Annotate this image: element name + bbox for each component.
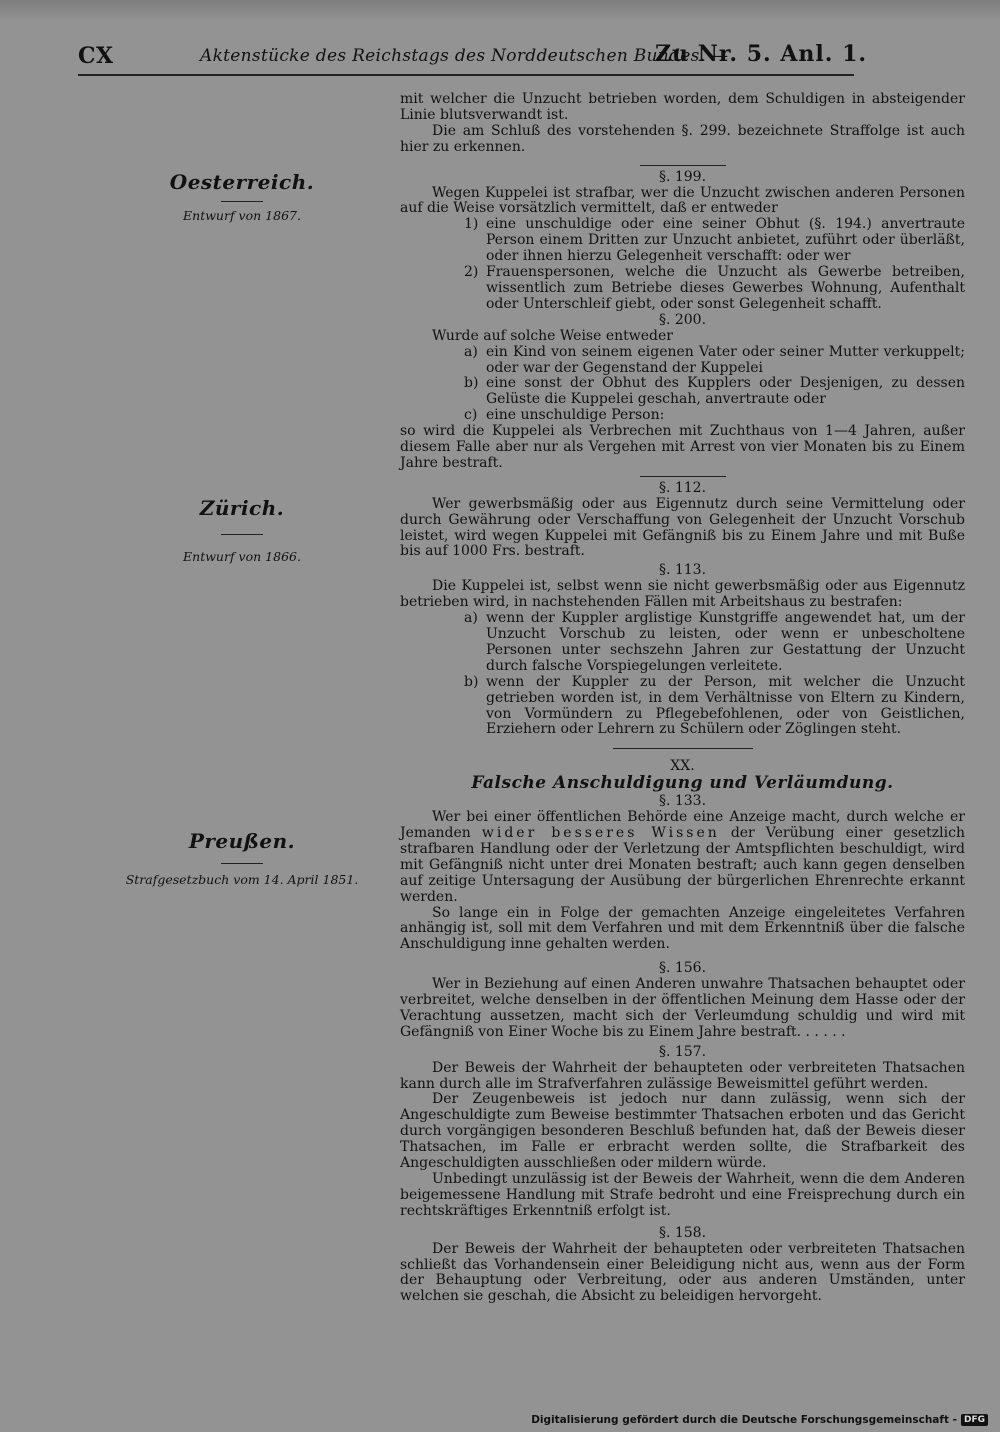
- item-label: a): [464, 343, 478, 360]
- scan-edge: [0, 0, 1000, 22]
- text-run: Wer bei einer öffentlichen Behörde eine Anzeige macht, durch welche er Jemanden: [400, 809, 965, 841]
- sidebar-oesterreich: [92, 170, 392, 223]
- list-item: [400, 675, 965, 739]
- section-heading: §. 112.: [658, 479, 707, 496]
- divider: [221, 534, 263, 535]
- item-label: 2): [464, 264, 479, 281]
- sidebar-title: Zürich.: [199, 496, 285, 520]
- item-text: wenn der Kuppler arglistige Kunstgriffe angewendet hat, um der Unzucht Vorschub zu leisten, oder wenn er unbescholtene Personen unter sechszehn Jahren zur Gestattung der Unzucht durch falsche Vorspiegelungen verleitete.: [486, 610, 965, 674]
- sidebar-zuerich: [92, 496, 392, 564]
- divider: [221, 863, 263, 864]
- dfg-logo: DFG: [961, 1414, 988, 1426]
- paragraph: [400, 810, 965, 905]
- item-text: eine unschuldige Person:: [486, 407, 665, 424]
- section-heading: §. 133.: [658, 793, 707, 810]
- divider: [221, 201, 263, 202]
- paragraph: Wer gewerbsmäßig oder aus Eigennutz durch seine Vermittelung oder durch Gewährung oder Verschaffung von Gelegenheit der Unzucht Vorschub leistet, wird wegen Kuppelei mit Gefängniß bis zu Einem Jahre und mit Buße bis auf 1000 Frs. bestraft.: [400, 495, 965, 560]
- credit-text: Digitalisierung gefördert durch die Deutsche Forschungsgemeinschaft -: [531, 1414, 957, 1426]
- sidebar-subtitle: Entwurf von 1866.: [183, 549, 301, 564]
- chapter-number: XX.: [670, 758, 695, 775]
- section-rule: [640, 165, 726, 166]
- item-label: a): [464, 610, 478, 627]
- page-number: CX: [78, 43, 114, 69]
- paragraph: Der Beweis der Wahrheit der behaupteten oder verbreiteten Thatsachen schließt das Vorhandensein einer Beleidigung nicht aus, wenn aus der Form der Behauptung oder Verbreitung, oder aus anderen Umständen, unter welchen sie geschah, die Absicht zu beleidigen hervorgeht.: [400, 1240, 965, 1305]
- main-column: [400, 92, 965, 1305]
- paragraph: so wird die Kuppelei als Verbrechen mit Zuchthaus von 1—4 Jahren, außer diesem Falle aber nur als Vergehen mit Arrest von vier Monaten bis zu Einem Jahre bestraft.: [400, 423, 965, 471]
- list-item: [400, 376, 965, 408]
- item-text: wenn der Kuppler zu der Person, mit welcher die Unzucht getrieben worden ist, in dem Verhältnisse von Eltern zu Kindern, von Vormündern zu Pflegebefohlenen, oder von Geistlichen, Erziehern oder Lehrern zu Schülern oder Zöglingen steht.: [486, 673, 965, 738]
- sidebar-subtitle: Entwurf von 1867.: [183, 208, 301, 223]
- item-label: c): [464, 407, 478, 424]
- document-reference: Zu Nr. 5. Anl. 1.: [655, 41, 868, 67]
- text-run: der Verübung einer gesetzlich strafbaren Handlung oder der Verletzung der Amtspflichten beschuldigt, wird mit Gefängniß nicht unter drei Monaten bestraft; auch kann gegen denselben auf zeitige Untersagung der Ausübung der bürgerlichen Ehrenrechte erkannt werden.: [400, 824, 965, 905]
- paragraph: Unbedingt unzulässig ist der Beweis der Wahrheit, wenn die dem Anderen beigemessene Handlung mit Strafe bedroht und eine Freisprechung durch ein rechtskräftiges Erkenntniß erfolgt ist.: [400, 1171, 965, 1219]
- section-rule: [640, 476, 726, 477]
- list-item: [400, 217, 965, 265]
- paragraph: Wurde auf solche Weise entweder: [432, 327, 673, 344]
- item-label: 1): [464, 216, 479, 233]
- chapter-title: Falsche Anschuldigung und Verläumdung.: [471, 773, 894, 794]
- paragraph: Die Kuppelei ist, selbst wenn sie nicht gewerbsmäßig oder aus Eigennutz betrieben wird, in nachstehenden Fällen mit Arbeitshaus zu bestrafen:: [400, 578, 965, 611]
- item-label: b): [464, 375, 479, 392]
- sidebar-title: Oesterreich.: [169, 170, 315, 194]
- paragraph: mit welcher die Unzucht betrieben worden, dem Schuldigen in absteigender Linie blutsverwandt ist.: [400, 91, 965, 123]
- item-text: eine sonst der Obhut des Kupplers oder Desjenigen, zu dessen Gelüste die Kuppelei geschah, anvertraute oder: [486, 375, 965, 408]
- sidebar-subtitle: Strafgesetzbuch vom 14. April 1851.: [125, 872, 359, 887]
- list-item: [400, 345, 965, 377]
- paragraph: Der Beweis der Wahrheit der behaupteten oder verbreiteten Thatsachen kann durch alle im Strafverfahren zulässige Beweismittel geführt werden.: [400, 1059, 965, 1092]
- list-item: [400, 265, 965, 313]
- item-label: b): [464, 673, 479, 690]
- item-text: ein Kind von seinem eigenen Vater oder seiner Mutter verkuppelt; oder war der Gegenstand der Kuppelei: [486, 343, 965, 376]
- item-text: eine unschuldige oder eine seiner Obhut (§. 194.) anvertraute Person einem Dritten zur Unzucht anbietet, zuführt oder überläßt, oder ihnen hierzu Gelegenheit verschafft: oder wer: [486, 216, 965, 265]
- section-heading: §. 200.: [658, 311, 707, 328]
- item-text: Frauenspersonen, welche die Unzucht als Gewerbe betreiben, wissentlich zum Betriebe dieses Gewerbes Wohnung, Aufenthalt oder Unterschleif giebt, oder sonst Gelegenheit schafft.: [486, 264, 965, 312]
- section-heading: §. 158.: [658, 1224, 707, 1241]
- sidebar-preussen: [92, 829, 392, 887]
- list-item: [400, 611, 965, 675]
- list-item: [400, 408, 965, 424]
- header-rule: [78, 74, 854, 76]
- section-heading: §. 113.: [658, 562, 707, 579]
- section-heading: §. 156.: [658, 960, 707, 977]
- digitization-credit: [531, 1414, 988, 1426]
- chapter-rule: [613, 748, 753, 749]
- running-title: Aktenstücke des Reichstags des Norddeutschen Bundes. —: [200, 46, 729, 66]
- paragraph: Wer in Beziehung auf einen Anderen unwahre Thatsachen behauptet oder verbreitet, welche denselben in der öffentlichen Meinung dem Hasse oder der Verachtung aussetzen, macht sich der Verleumdung schuldig und wird mit Gefängniß von Einer Woche bis zu Einem Jahre bestraft. . . . . .: [400, 976, 965, 1040]
- emphasis-text: wider besseres Wissen: [481, 824, 720, 841]
- paragraph: So lange ein in Folge der gemachten Anzeige eingeleitetes Verfahren anhängig ist, soll mit dem Verfahren und mit dem Erkenntniß über die falsche Anschuldigung inne gehalten werden.: [400, 904, 965, 953]
- paragraph: Wegen Kuppelei ist strafbar, wer die Unzucht zwischen anderen Personen auf die Weise vorsätzlich vermittelt, daß er entweder: [400, 184, 965, 217]
- paragraph: Die am Schluß des vorstehenden §. 299. bezeichnete Straffolge ist auch hier zu erkennen.: [400, 122, 965, 155]
- section-heading: §. 199.: [658, 168, 707, 185]
- section-heading: §. 157.: [658, 1043, 707, 1060]
- paragraph: Der Zeugenbeweis ist jedoch nur dann zulässig, wenn sich der Angeschuldigte zum Beweise bestimmter Thatsachen erboten und das Gericht durch vorgängigen besonderen Beschluß befunden hat, daß der Beweis dieser Thatsachen, im Falle er erbracht werden sollte, die Strafbarkeit des Angeschuldigten ausschließen oder mildern würde.: [400, 1091, 965, 1172]
- sidebar-title: Preußen.: [188, 829, 296, 853]
